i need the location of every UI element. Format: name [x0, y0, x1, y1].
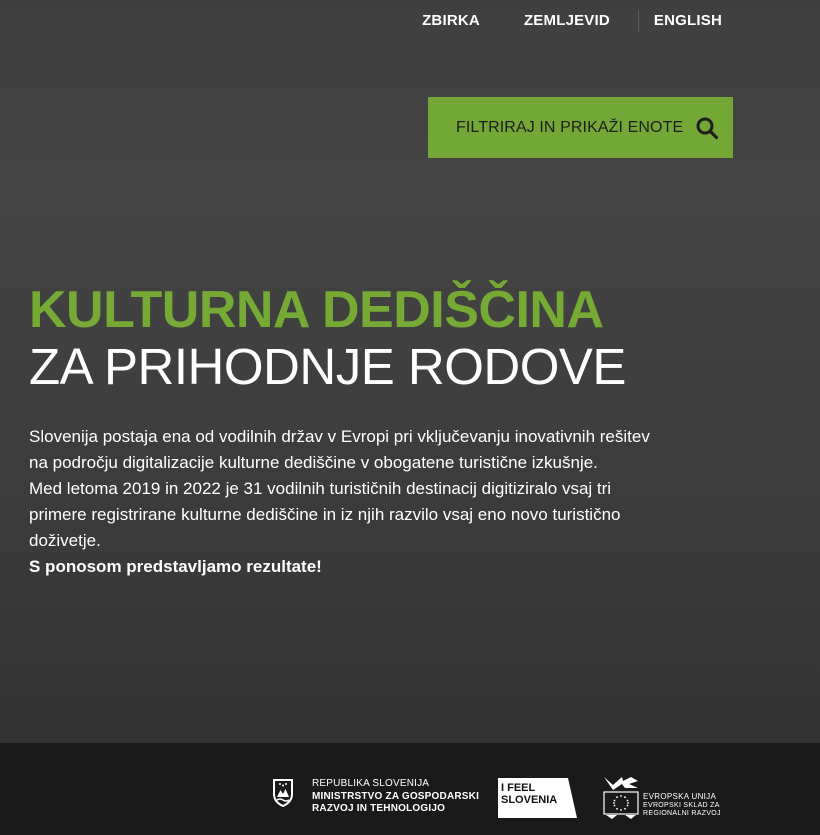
coat-of-arms-icon — [272, 778, 294, 808]
filter-button[interactable] — [428, 97, 733, 158]
hero-description — [29, 424, 669, 580]
i-feel-slovenia-logo — [498, 778, 577, 818]
search-icon — [695, 116, 719, 140]
hero-paragraph-3: S ponosom predstavljamo rezultate! — [29, 557, 322, 576]
gov-line-1: REPUBLIKA SLOVENIJA — [312, 778, 430, 789]
hero-paragraph-2: Med letoma 2019 in 2022 je 31 vodilnih turističnih destinacij digitiziralo vsaj tri primere registrirane kulturne dediščine in iz njih razvilo vsaj eno novo turistično doživetje. — [29, 479, 621, 550]
nav-link-zemljevid[interactable]: ZEMLJEVID — [523, 12, 610, 29]
filter-button-label: FILTRIRAJ IN PRIKAŽI ENOTE — [456, 118, 684, 136]
eu-logo — [603, 776, 721, 820]
eu-text — [643, 793, 721, 818]
nav-link-english[interactable]: ENGLISH — [653, 12, 722, 29]
top-nav — [422, 10, 722, 32]
nav-divider — [638, 10, 639, 32]
eu-flag-icon — [603, 776, 639, 820]
gov-line-2: MINISTRSTVO ZA GOSPODARSKI — [312, 791, 480, 802]
gov-logo — [272, 778, 479, 815]
gov-line-3: RAZVOJ IN TEHNOLOGIJO — [312, 803, 446, 814]
hero-paragraph-1: Slovenija postaja ena od vodilnih držav v Evropi pri vključevanju inovativnih rešitev na področju digitalizacije kulturne dediščine v obogatene turistične izkušnje. — [29, 427, 650, 472]
i-feel-slovenia-text — [501, 782, 557, 806]
hero-title: KULTURNA DEDIŠČINA — [29, 281, 604, 339]
gov-text — [312, 778, 479, 815]
i-feel-line-2: SLOVENIA — [501, 794, 558, 806]
hero-subtitle: ZA PRIHODNJE RODOVE — [29, 338, 626, 395]
eu-line-3: REGIONALNI RAZVOJ — [643, 810, 721, 817]
nav-link-zbirka[interactable]: ZBIRKA — [422, 12, 480, 29]
eu-line-2: EVROPSKI SKLAD ZA — [643, 802, 720, 809]
eu-line-1: EVROPSKA UNIJA — [643, 792, 717, 801]
i-feel-line-1: I FEEL — [501, 782, 536, 794]
